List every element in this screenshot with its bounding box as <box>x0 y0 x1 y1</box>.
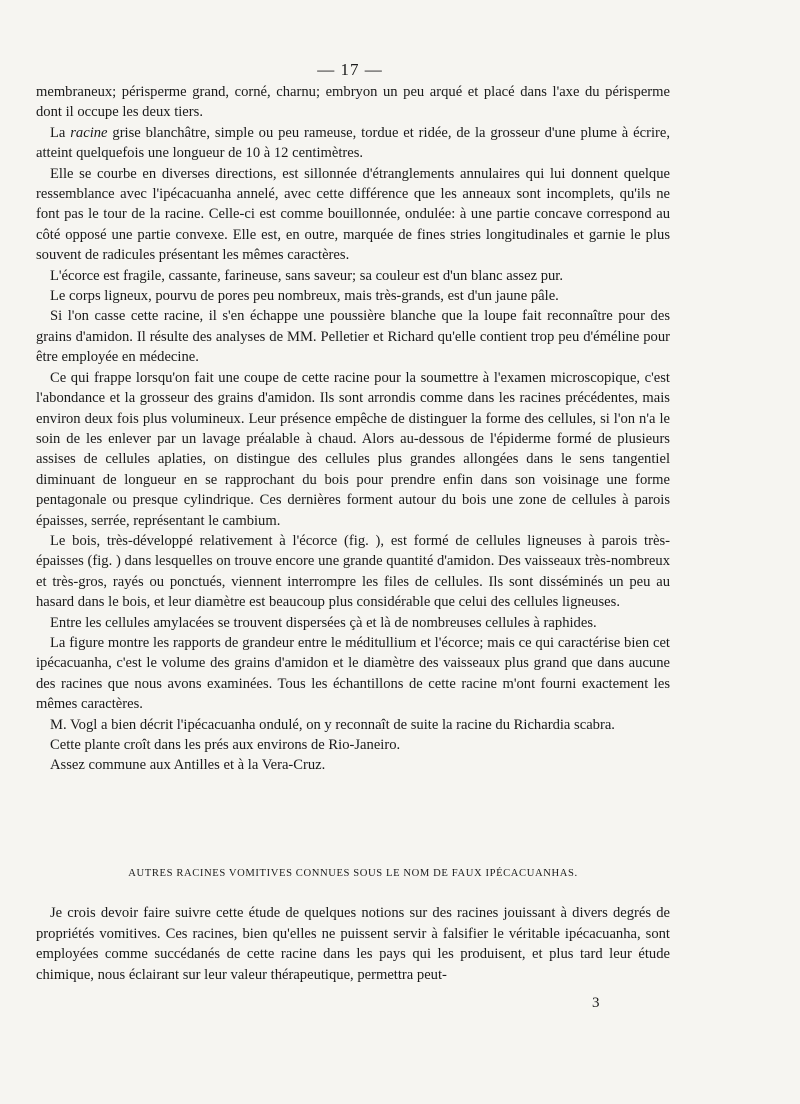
paragraph-2: La racine grise blanchâtre, simple ou peu rameuse, tordue et ridée, de la grosseur d'une plume à écrire, atteint quelquefois une longueur de 10 à 12 centimètres. <box>36 124 670 162</box>
page-header: — 17 — <box>317 60 383 79</box>
paragraph-1: membraneux; périsperme grand, corné, charnu; embryon un peu arqué et placé dans l'axe du périsperme dont il occupe les deux tiers. <box>36 84 670 121</box>
paragraph-12: Cette plante croît dans les prés aux environs de Rio-Janeiro. <box>50 737 401 753</box>
paragraph-3: Elle se courbe en diverses directions, est sillonnée d'étranglements annulaires qui lui donnent quelque ressemblance avec l'ipécacuanha annelé, avec cette différence que les anneaux sont incomplets, qu'ils ne font pas le tour de la racine. Celle-ci est comme bouillonnée, ondulée: à une partie concave correspond au côté opposé une partie convexe. Elle est, en outre, marquée de fines stries longitudinales et garnie le plus souvent de radicules présentant les mêmes caractères. <box>36 165 670 264</box>
paragraph-10: La figure montre les rapports de grandeur entre le méditullium et l'écorce; mais ce qui caractérise bien cet ipécacuanha, c'est le volume des grains d'amidon et le diamètre des vaisseaux plus grand que dans aucune des racines que nous avons examinées. Tous les échantillons de cette racine m'ont fourni exactement les mêmes caractères. <box>36 634 670 713</box>
page-number: 3 <box>592 995 600 1011</box>
section-paragraph: Je crois devoir faire suivre cette étude de quelques notions sur des racines jouissant à divers degrés de propriétés vomitives. Ces racines, bien qu'elles ne puissent servir à falsifier le véritable ipécacuanha, sont employées comme succédanés de cette racine dans les pays qui les produisent, et plus tard leur étude chimique, nous éclairant sur leur valeur thérapeutique, permettra peut- <box>36 905 670 983</box>
paragraph-5: Le corps ligneux, pourvu de pores peu nombreux, mais très-grands, est d'un jaune pâle. <box>50 288 559 305</box>
paragraph-7: Ce qui frappe lorsqu'on fait une coupe de cette racine pour la soumettre à l'examen microscopique, c'est l'abondance et la grosseur des grains d'amidon. Ils sont arrondis comme dans les racines précédentes, mais environ deux fois plus volumineux. Leur présence empêche de distinguer la forme des cellules, si l'on n'a le soin de les enlever par un lavage préalable à chaud. Alors au-dessous de l'épiderme formé de plusieurs assises de cellules aplaties, on distingue des cellules plus grandes allongées dans le sens tangentiel diminuant de longueur en se rapprochant du bois pour prendre enfin dans son voisinage une forme pentagonale ou presque cylindrique. Ces dernières forment autour du bois une zone de cellules à parois épaisses, serrée, représentant le cambium. <box>36 369 670 529</box>
paragraph-11: M. Vogl a bien décrit l'ipécacuanha ondulé, on y reconnaît de suite la racine du Richardia scabra. <box>50 716 615 733</box>
paragraph-8: Le bois, très-développé relativement à l'écorce (fig. ), est formé de cellules ligneuses à parois très-épaisses (fig. ) dans lesquelles on trouve encore une grande quantité d'amidon. Des vaisseaux très-nombreux et très-gros, rayés ou ponctués, viennent interrompre les files de cellules. Ils sont disséminés un peu au hasard dans le bois, et leur diamètre est beaucoup plus considérable que celui des cellules ligneuses. <box>36 532 670 611</box>
paragraph-6: Si l'on casse cette racine, il s'en échappe une poussière blanche que la loupe fait reconnaître pour des grains d'amidon. Il résulte des analyses de MM. Pelletier et Richard qu'elle contient trop peu d'éméline pour être employée en médecine. <box>36 308 670 366</box>
main-text-block <box>36 82 670 776</box>
paragraph-9: Entre les cellules amylacées se trouvent dispersées çà et là de nombreuses cellules à raphides. <box>50 614 597 631</box>
section-text-block <box>36 903 670 985</box>
paragraph-4: L'écorce est fragile, cassante, farineuse, sans saveur; sa couleur est d'un blanc assez pur. <box>50 267 563 284</box>
section-heading: AUTRES RACINES VOMITIVES CONNUES SOUS LE NOM DE FAUX IPÉCACUANHAS. <box>128 868 578 879</box>
paragraph-13: Assez commune aux Antilles et à la Vera-Cruz. <box>50 757 326 774</box>
